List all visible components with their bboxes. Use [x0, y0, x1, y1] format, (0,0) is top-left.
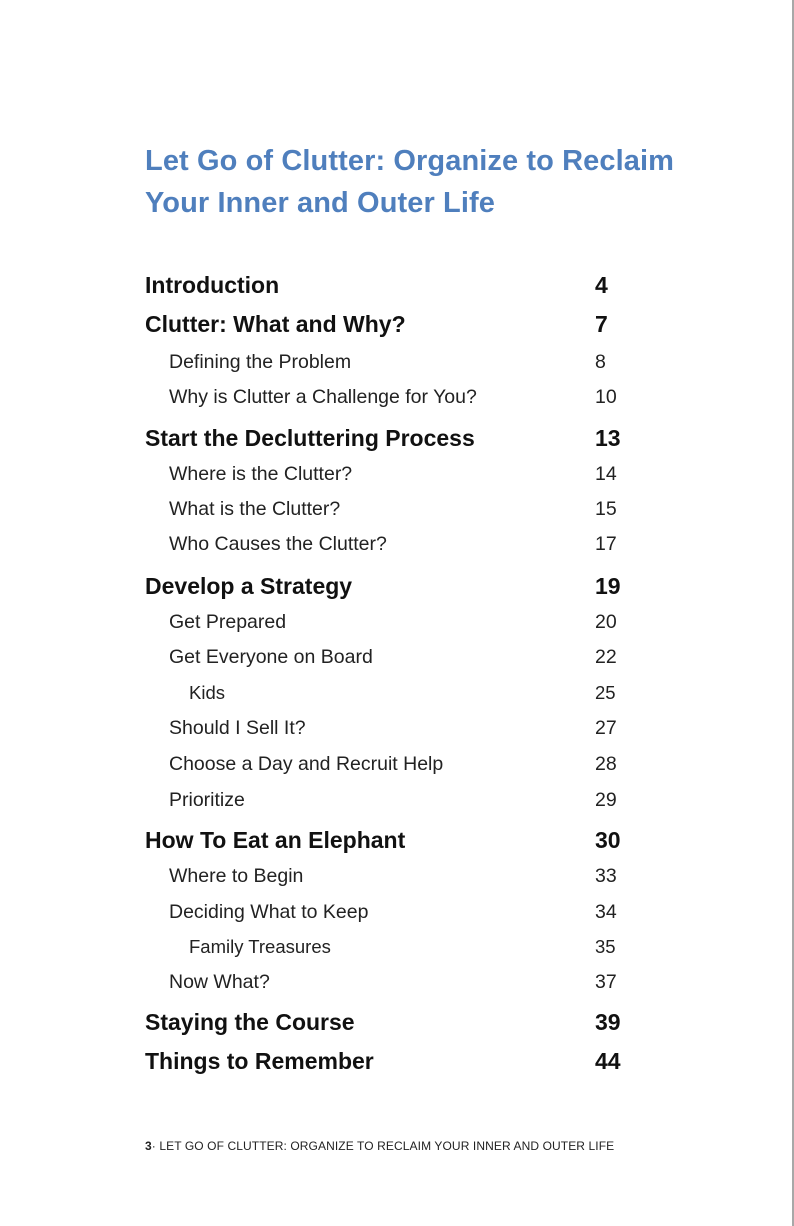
toc-entry-label: Where to Begin — [169, 865, 304, 887]
toc-entry[interactable] — [0, 861, 794, 891]
toc-entry[interactable] — [0, 270, 794, 300]
toc-entry-page-number: 28 — [595, 753, 617, 775]
toc-entry-label: Choose a Day and Recruit Help — [169, 753, 444, 775]
toc-entry[interactable] — [0, 785, 794, 815]
toc-entry[interactable] — [0, 932, 794, 962]
toc-entry[interactable] — [0, 347, 794, 377]
toc-entry-label: Introduction — [145, 272, 280, 298]
toc-entry-label: Who Causes the Clutter? — [169, 533, 387, 555]
toc-entry-label: Things to Remember — [145, 1048, 374, 1074]
toc-entry-page-number: 19 — [595, 573, 621, 599]
toc-entry-page-number: 17 — [595, 533, 617, 555]
toc-entry-label: Develop a Strategy — [145, 573, 353, 599]
document-title: Let Go of Clutter: Organize to Reclaim Your Inner and Outer Life — [145, 145, 675, 219]
toc-entry-label: Prioritize — [169, 789, 245, 811]
toc-entry[interactable] — [0, 309, 794, 339]
toc-entry[interactable] — [0, 1046, 794, 1076]
toc-entry-label: Get Prepared — [169, 611, 287, 633]
toc-entry-page-number: 15 — [595, 498, 617, 520]
toc-entry[interactable] — [0, 459, 794, 489]
toc-entry[interactable] — [0, 494, 794, 524]
toc-entry-label: Get Everyone on Board — [169, 646, 373, 668]
toc-entry[interactable] — [0, 529, 794, 559]
toc-entry[interactable] — [0, 571, 794, 601]
toc-entry[interactable] — [0, 897, 794, 927]
toc-entry-page-number: 4 — [595, 272, 608, 298]
toc-entry-page-number: 13 — [595, 425, 621, 451]
toc-entry-label: What is the Clutter? — [169, 498, 341, 520]
toc-entry-page-number: 44 — [595, 1048, 621, 1074]
toc-entry-label: Why is Clutter a Challenge for You? — [169, 386, 477, 408]
toc-entry[interactable] — [0, 713, 794, 743]
toc-entry[interactable] — [0, 1007, 794, 1037]
toc-entry[interactable] — [0, 607, 794, 637]
toc-entry-page-number: 7 — [595, 311, 608, 337]
toc-entry-page-number: 33 — [595, 865, 617, 887]
toc-entry-page-number: 30 — [595, 827, 621, 853]
toc-entry-page-number: 35 — [595, 936, 616, 957]
toc-entry-page-number: 34 — [595, 901, 617, 923]
toc-entry-page-number: 25 — [595, 682, 616, 703]
footer-running-title: LET GO OF CLUTTER: ORGANIZE TO RECLAIM YOUR INNER AND OUTER LIFE — [159, 1139, 615, 1153]
toc-entry-page-number: 22 — [595, 646, 617, 668]
toc-entry[interactable] — [0, 967, 794, 997]
toc-entry-label: Now What? — [169, 971, 270, 993]
toc-entry-page-number: 29 — [595, 789, 617, 811]
toc-entry-page-number: 27 — [595, 717, 617, 739]
toc-entry-page-number: 8 — [595, 351, 606, 373]
footer-page-number: 3 — [145, 1139, 152, 1153]
toc-entry[interactable] — [0, 749, 794, 779]
toc-entry[interactable] — [0, 825, 794, 855]
toc-entry-page-number: 39 — [595, 1009, 621, 1035]
toc-entry-label: Where is the Clutter? — [169, 463, 353, 485]
toc-entry-label: Staying the Course — [145, 1009, 355, 1035]
toc-entry-label: Should I Sell It? — [169, 717, 306, 739]
page-footer — [145, 1138, 614, 1154]
toc-entry-page-number: 14 — [595, 463, 617, 485]
toc-entry-page-number: 20 — [595, 611, 617, 633]
toc-entry-page-number: 10 — [595, 386, 617, 408]
toc-entry-label: Defining the Problem — [169, 351, 352, 373]
toc-entry[interactable] — [0, 642, 794, 672]
toc-entry-label: Deciding What to Keep — [169, 901, 369, 923]
toc-entry-label: Kids — [189, 682, 225, 703]
footer-separator: · — [151, 1139, 156, 1153]
toc-entry-page-number: 37 — [595, 971, 617, 993]
toc-entry-label: Clutter: What and Why? — [145, 311, 406, 337]
toc-entry-label: Start the Decluttering Process — [145, 425, 475, 451]
toc-entry[interactable] — [0, 382, 794, 412]
toc-entry[interactable] — [0, 423, 794, 453]
toc-entry[interactable] — [0, 678, 794, 708]
toc-entry-label: Family Treasures — [189, 936, 331, 957]
toc-entry-label: How To Eat an Elephant — [145, 827, 406, 853]
